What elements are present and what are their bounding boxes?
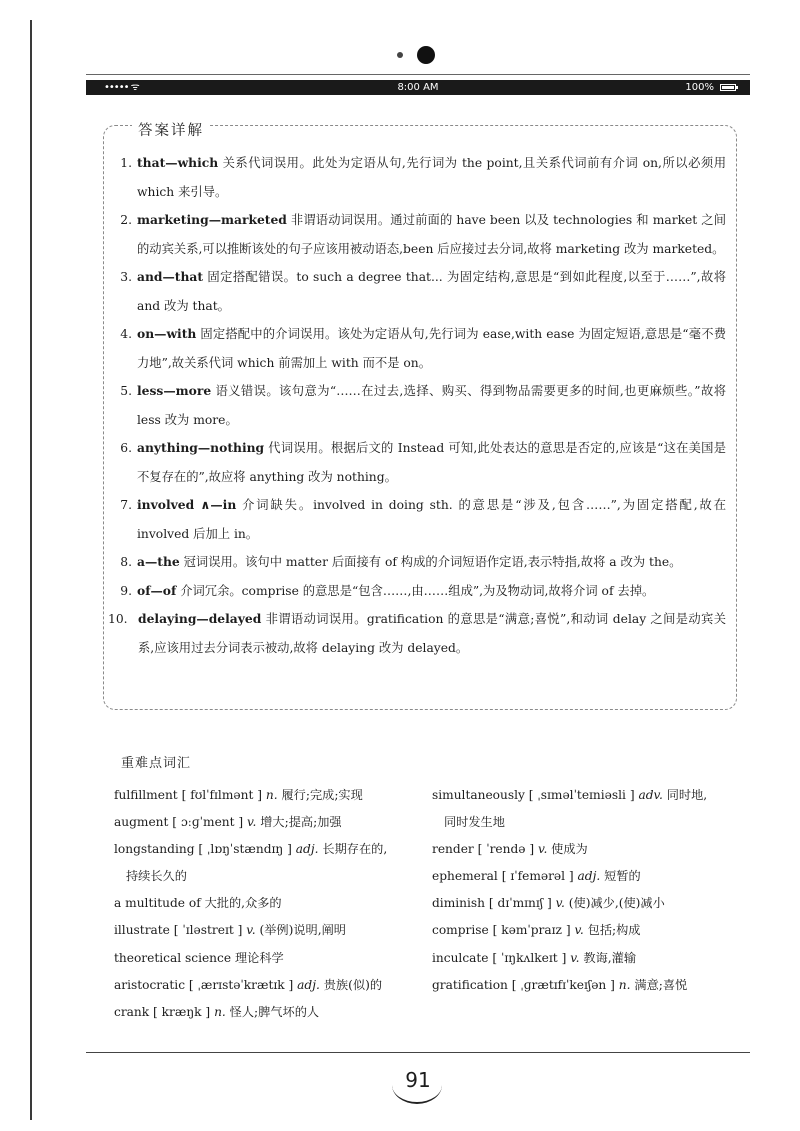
answer-item: 9. of—of 介词冗余。comprise 的意思是“包含……,由……组成”,为及物动词,故将介词 of 去掉。: [120, 582, 655, 598]
page-number: 91: [405, 1068, 431, 1092]
page-edge-rule: [30, 20, 32, 1120]
answer-item: 8. a—the 冠词误用。该句中 matter 后面接有 of 构成的介词短语作定语,表示特指,故将 a 改为 the。: [120, 554, 682, 569]
vocab-item: gratification [ ˌɡrætɪfɪˈkeɪʃən ] n. 满意;喜悦: [432, 977, 688, 992]
bottom-frame-line: [86, 1052, 750, 1053]
vocab-item: diminish [ dɪˈmɪnɪʃ ] v. (使)减少,(使)减小: [432, 896, 665, 911]
battery-percent: 100%: [685, 82, 714, 93]
vocab-item: longstanding [ ˌlɒŋˈstændɪŋ ] adj. 长期存在的, 持续长久的: [114, 842, 388, 884]
answer-section-title: 答案详解: [132, 119, 210, 140]
answer-item: 2. marketing—marketed 非谓语动词误用。通过前面的 have been 以及 technologies 和 market 之间的动宾关系,可以推断该处的句子应该用被动语态,been 后应接过去分词,故将 marketing 改为 marketed。: [120, 212, 726, 256]
answer-item: 7. involved ∧—in 介词缺失。involved in doing sth. 的意思是“涉及,包含……”,为固定搭配,故在 involved 后加上 in。: [120, 497, 727, 541]
vocab-section-title: 重难点词汇: [121, 756, 192, 771]
status-bar: [86, 80, 750, 95]
answer-item: 10. delaying—delayed 非谓语动词误用。gratification 的意思是“满意;喜悦”,和动词 delay 之间是动宾关系,应该用过去分词表示被动,故将 delaying 改为 delayed。: [108, 611, 726, 655]
vocab-item: simultaneously [ ˌsɪməlˈteɪniəsli ] adv. 同时地, 同时发生地: [432, 788, 708, 830]
answer-item: 1. that—which 关系代词误用。此处为定语从句,先行词为 the point,且关系代词前有介词 on,所以必须用 which 来引导。: [120, 155, 726, 199]
vocab-item: crank [ kræŋk ] n. 怪人;脾气坏的人: [114, 1004, 320, 1019]
signal-icon: ••••• ᯤ: [104, 82, 139, 93]
vocab-item: comprise [ kəmˈpraɪz ] v. 包括;构成: [432, 923, 641, 938]
vocab-item: ephemeral [ ɪˈfemərəl ] adj. 短暂的: [432, 869, 641, 884]
vocab-item: a multitude of 大批的,众多的: [114, 896, 282, 911]
answer-item: 5. less—more 语义错误。该句意为“……在过去,选择、购买、得到物品需要更多的时间,也更麻烦些。”故将 less 改为 more。: [120, 383, 726, 427]
battery-icon: [720, 84, 736, 91]
vocab-item: fulfillment [ fʊlˈfɪlmənt ] n. 履行;完成;实现: [114, 788, 363, 802]
vocab-item: theoretical science 理论科学: [114, 950, 284, 965]
answer-item: 4. on—with 固定搭配中的介词误用。该处为定语从句,先行词为 ease,with ease 为固定短语,意思是“毫不费力地”,故关系代词 which 前需加上 with 而不是 on。: [120, 326, 726, 370]
answer-list: [108, 149, 727, 662]
camera-icon: [417, 46, 435, 64]
answer-item: 6. anything—nothing 代词误用。根据后文的 Instead 可知,此处表达的意思是否定的,应该是“这在美国是不复存在的”,故应将 anything 改为 nothing。: [120, 440, 726, 484]
vocab-item: augment [ ɔːɡˈment ] v. 增大;提高;加强: [114, 815, 342, 830]
vocab-item: illustrate [ ˈɪləstreɪt ] v. (举例)说明,阐明: [114, 923, 346, 938]
vocab-list-right: [432, 782, 742, 999]
vocab-item: render [ ˈrendə ] v. 使成为: [432, 842, 588, 857]
proximity-sensor-icon: [397, 52, 403, 58]
vocab-list-left: [114, 782, 414, 1026]
vocab-item: inculcate [ ˈɪŋkʌlkeɪt ] v. 教诲,灌输: [432, 950, 637, 965]
device-frame-top-line: [86, 74, 750, 75]
status-time: 8:00 AM: [397, 82, 439, 93]
vocab-item: aristocratic [ ˌærɪstəˈkrætɪk ] adj. 贵族(似)的: [114, 977, 383, 992]
answer-item: 3. and—that 固定搭配错误。to such a degree that... 为固定结构,意思是“到如此程度,以至于……”,故将 and 改为 that。: [120, 269, 726, 313]
